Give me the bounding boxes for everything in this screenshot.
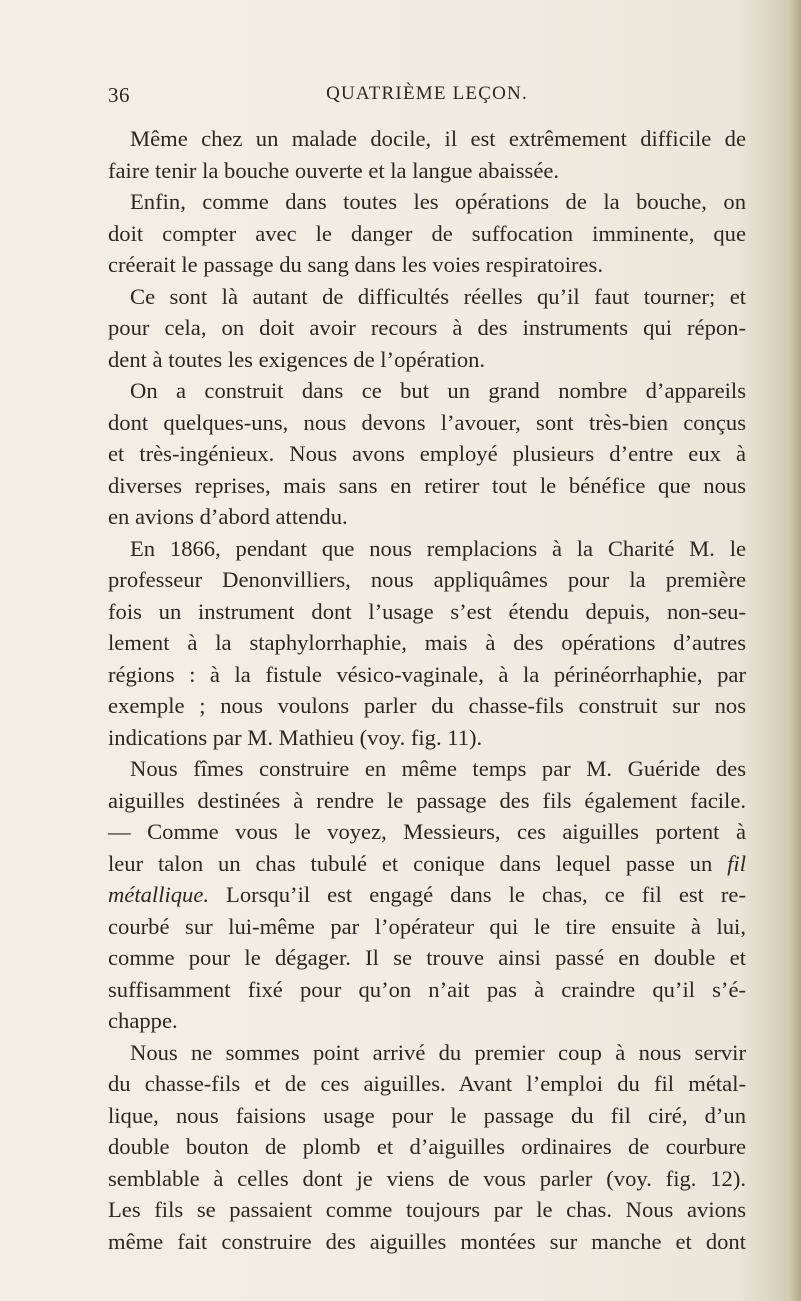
text-line: du chasse-fils et de ces aiguilles. Avant l’emploi du fil métal- [108,1071,746,1096]
text-fragment: Lorsqu’il est engagé dans le chas, ce fil est re- [226,882,746,907]
text-line: et très-ingénieux. Nous avons employé plusieurs d’entre eux à [108,441,746,466]
text-line: même fait construire des aiguilles montées sur manche et dont [108,1228,746,1254]
text-line: Nous ne sommes point arrivé du premier coup à nous servir [130,1039,746,1065]
italic-term: fil [727,850,746,876]
text-line: Ce sont là autant de difficultés réelles qu’il faut tourner; et [130,283,746,309]
text-line: Enfin, comme dans toutes les opérations de la bouche, on [130,189,746,214]
text-line: pour cela, on doit avoir recours à des instruments qui répon- [108,315,746,340]
text-line: Nous fîmes construire en même temps par M. Guéride des [130,756,746,781]
text-line: lement à la staphylorrhaphie, mais à des opérations d’autres [108,630,746,655]
text-line: Même chez un malade docile, il est extrêmement difficile de [130,126,746,151]
chapter-title: QUATRIÈME LEÇON. [326,83,528,104]
text-line: exemple ; nous voulons parler du chasse-fils construit sur nos [108,693,746,718]
text-line: en avions d’abord attendu. [108,504,348,529]
text-line [108,848,746,880]
text-line: On a construit dans ce but un grand nombre d’appareils [130,378,746,403]
italic-term: métallique. [108,882,210,907]
text-line: dent à toutes les exigences de l’opération. [108,346,486,372]
body-text [108,123,746,1257]
text-line: double bouton de plomb et d’aiguilles ordinaires de courbure [108,1134,746,1159]
text-line: suffisamment fixé pour qu’on n’ait pas à craindre qu’il s’é- [108,976,746,1002]
text-line: Les fils se passaient comme toujours par le chas. Nous avions [108,1197,746,1222]
text-line: créerait le passage du sang dans les voies respiratoires. [108,252,603,277]
text-line: régions : à la fistule vésico-vaginale, à la périnéorrhaphie, par [108,661,746,687]
text-line: comme pour le dégager. Il se trouve ainsi passé en double et [108,945,746,970]
text-line: courbé sur lui-même par l’opérateur qui le tire ensuite à lui, [108,913,746,939]
text-line: professeur Denonvilliers, nous appliquâmes pour la première [108,567,746,592]
text-line: — Comme vous le voyez, Messieurs, ces aiguilles portent à [108,819,746,844]
page-edge-shadow [787,0,801,1301]
text-line: En 1866, pendant que nous remplacions à la Charité M. le [130,535,746,561]
text-line: faire tenir la bouche ouverte et la langue abaissée. [108,157,560,183]
text-line: doit compter avec le danger de suffocation imminente, que [108,220,746,246]
text-fragment: leur talon un chas tubulé et conique dans lequel passe un [108,850,713,876]
text-line: indications par M. Mathieu (voy. fig. 11). [108,724,483,750]
page-number: 36 [108,83,130,107]
text-line: lique, nous faisions usage pour le passage du fil ciré, d’un [108,1102,746,1128]
text-line: dont quelques-uns, nous devons l’avouer, sont très-bien conçus [108,409,746,435]
text-line: diverses reprises, mais sans en retirer tout le bénéfice que nous [108,472,746,498]
text-line [108,879,746,911]
text-line: chappe. [108,1008,178,1033]
text-line: fois un instrument dont l’usage s’est étendu depuis, non-seu- [108,598,746,624]
text-line: aiguilles destinées à rendre le passage des fils également facile. [108,787,746,813]
running-head [108,83,746,113]
text-line: semblable à celles dont je viens de vous parler (voy. fig. 12). [108,1165,746,1191]
